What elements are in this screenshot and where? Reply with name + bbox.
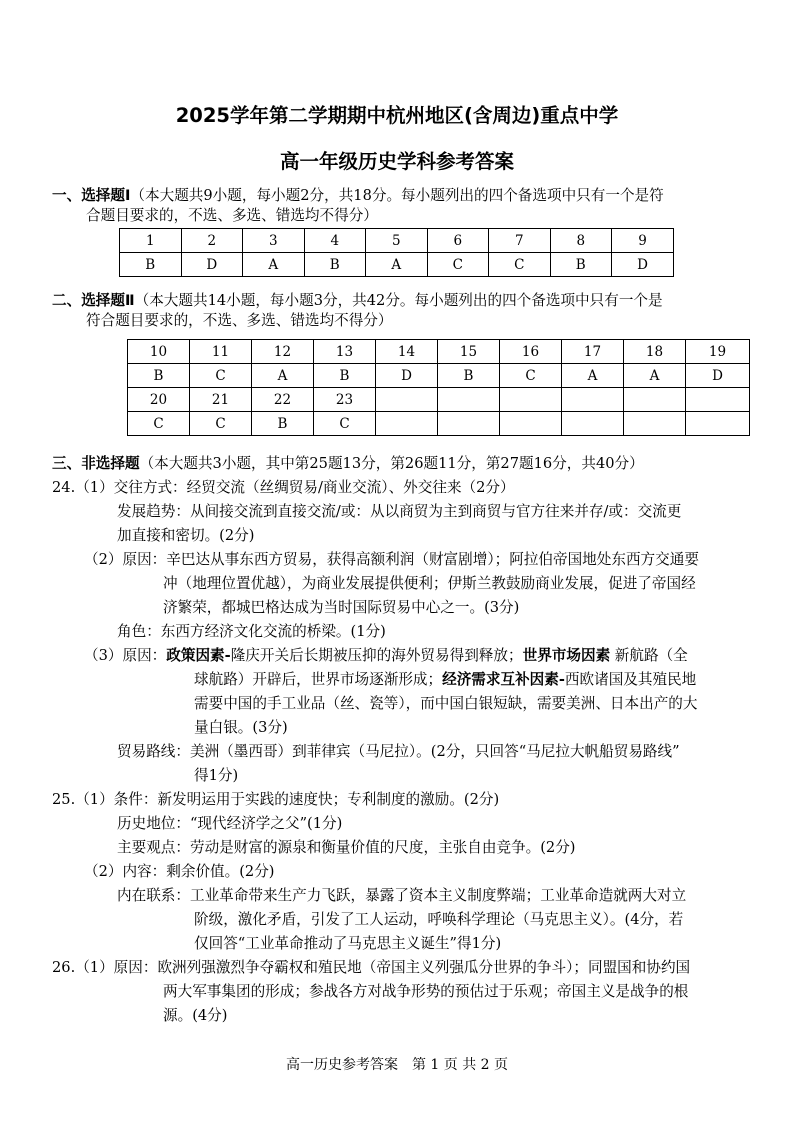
question-number: 15 [438,340,500,364]
section3-label: 三、非选择题 [52,455,140,472]
section2-desc-line2: 符合题目要求的，不选、多选、错选均不得分） [86,312,393,329]
answer-cell: C [314,412,376,436]
question-number: 2 [181,229,243,253]
q24-line: （2）原因：辛巴达从事东西方贸易，获得高额利润（财富剧增）；阿拉伯帝国地处东西方交通要 [84,551,699,568]
policy-factor-label: 政策因素- [166,647,231,664]
answer-cell: B [438,364,500,388]
question-number: 10 [128,340,190,364]
q24-line: 加直接和密切。(2分) [117,527,255,544]
answer-cell: C [128,412,190,436]
question-number: 14 [376,340,438,364]
answer-cell: A [243,253,305,277]
q24-part3-prefix: （3）原因： [84,647,167,664]
section2-answer-table [127,339,750,436]
answer-cell: A [252,364,314,388]
empty-cell [562,412,624,436]
question-number: 12 [252,340,314,364]
question-number: 4 [304,229,366,253]
q24-line: 发展趋势：从间接交流到直接交流/或：从以商贸为主到商贸与官方往来并存/或：交流更 [117,503,682,520]
economic-factor-label: 经济需求互补因素- [442,671,565,688]
section1-answer-table [119,228,674,277]
page-subtitle: 高一年级历史学科参考答案 [279,150,514,173]
page-title: 2025学年第二学期期中杭州地区(含周边)重点中学 [175,104,619,127]
answer-cell: D [181,253,243,277]
answer-cell: B [252,412,314,436]
section1-desc-line2: 合题目要求的，不选、多选、错选均不得分） [86,207,378,224]
question-number: 19 [686,340,750,364]
q24-line: 得1分) [194,767,239,784]
question-number: 18 [624,340,686,364]
question-number: 16 [500,340,562,364]
section2-header [52,289,663,310]
q24-line [194,668,696,689]
q25-line: （2）内容：剩余价值。(2分) [84,863,275,880]
q24-line [84,644,688,665]
question-number: 5 [366,229,428,253]
empty-cell [686,388,750,412]
empty-cell [376,412,438,436]
q24-line: 济繁荣，都城巴格达成为当时国际贸易中心之一。(3分) [163,599,520,616]
question-number: 3 [243,229,305,253]
empty-cell [500,388,562,412]
q24-line: 冲（地理位置优越），为商业发展提供便利；伊斯兰教鼓励商业发展，促进了帝国经 [163,575,696,592]
question-number: 1 [120,229,182,253]
question-number: 7 [489,229,551,253]
answer-cell: C [500,364,562,388]
empty-cell [438,412,500,436]
question-number: 9 [612,229,674,253]
empty-cell [624,412,686,436]
question-number: 13 [314,340,376,364]
empty-cell [376,388,438,412]
q25-line: 阶级，激化矛盾，引发了工人运动，呼唤科学理论（马克思主义）。(4分，若 [194,911,684,928]
answer-cell: D [686,364,750,388]
q25-line: 仅回答“工业革命推动了马克思主义诞生”得1分) [194,935,502,952]
section2-label: 二、选择题Ⅱ [52,292,135,309]
answer-cell: A [624,364,686,388]
answer-cell: C [427,253,489,277]
empty-cell [624,388,686,412]
q24-line: 需要中国的手工业品（丝、瓷等），而中国白银短缺，需要美洲、日本出产的大 [194,695,698,712]
q24-line: 24.（1）交往方式：经贸交流（丝绸贸易/商业交流）、外交往来（2分） [52,479,515,496]
answer-cell: B [304,253,366,277]
q24-line: 贸易路线：美洲（墨西哥）到菲律宾（马尼拉）。(2分，只回答“马尼拉大帆船贸易路线” [117,743,680,760]
question-number: 20 [128,388,190,412]
section1-desc: （本大题共9小题，每小题2分，共18分。每小题列出的四个备选项中只有一个是符 [130,187,664,204]
answer-cell: C [190,412,252,436]
q25-line: 内在联系：工业革命带来生产力飞跃，暴露了资本主义制度弊端；工业革命造就两大对立 [117,887,687,904]
answer-cell: A [366,253,428,277]
world-market-text: 新航路（全 [610,647,688,664]
q25-line: 25.（1）条件：新发明运用于实践的速度快；专利制度的激励。(2分) [52,791,500,808]
section1-header [52,184,664,205]
empty-cell [686,412,750,436]
question-number: 17 [562,340,624,364]
question-number: 22 [252,388,314,412]
question-number: 23 [314,388,376,412]
q25-line: 主要观点：劳动是财富的源泉和衡量价值的尺度，主张自由竞争。(2分) [117,839,576,856]
page-footer: 高一历史参考答案 第 1 页 共 2 页 [285,1057,509,1073]
empty-cell [562,388,624,412]
world-market-text-cont: 球航路）开辟后，世界市场逐渐形成； [194,671,443,688]
q26-line: 26.（1）原因：欧洲列强激烈争夺霸权和殖民地（帝国主义列强瓜分世界的争斗）；同盟国和协约国 [52,959,691,976]
answer-cell: B [550,253,612,277]
answer-cell: D [612,253,674,277]
answer-cell: B [128,364,190,388]
world-market-label: 世界市场因素 [522,647,611,664]
section2-desc: （本大题共14小题，每小题3分，共42分。每小题列出的四个备选项中只有一个是 [134,292,663,309]
q25-line: 历史地位：“现代经济学之父”(1分) [117,815,343,832]
q24-line: 角色：东西方经济文化交流的桥梁。(1分) [117,623,386,640]
section3-header [52,452,644,473]
question-number: 6 [427,229,489,253]
answer-cell: A [562,364,624,388]
empty-cell [500,412,562,436]
answer-cell: B [120,253,182,277]
answer-cell: D [376,364,438,388]
q26-line: 两大军事集团的形成；参战各方对战争形势的预估过于乐观；帝国主义是战争的根 [163,983,689,1000]
question-number: 8 [550,229,612,253]
question-number: 11 [190,340,252,364]
q24-line: 量白银。(3分) [194,719,288,736]
section3-desc: （本大题共3小题，其中第25题13分，第26题11分，第27题16分，共40分） [139,455,644,472]
q26-line: 源。(4分) [163,1007,228,1024]
policy-factor-text: 隆庆开关后长期被压抑的海外贸易得到释放； [230,647,523,664]
section1-label: 一、选择题Ⅰ [52,187,131,204]
answer-cell: C [489,253,551,277]
answer-cell: C [190,364,252,388]
question-number: 21 [190,388,252,412]
answer-cell: B [314,364,376,388]
empty-cell [438,388,500,412]
economic-factor-text: 西欧诸国及其殖民地 [564,671,697,688]
